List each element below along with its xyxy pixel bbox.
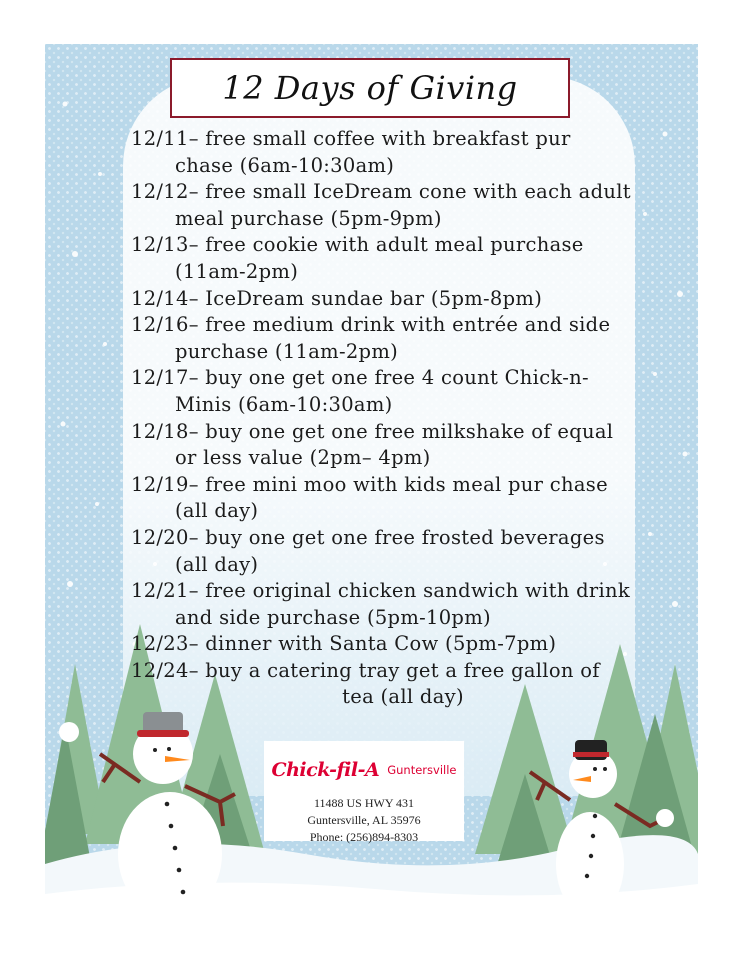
entry-date: 12/17 (131, 366, 189, 390)
entry-date: 12/21 (131, 579, 189, 603)
list-item: 12/13– free cookie with adult meal purchase (11am-2pm) (131, 233, 584, 283)
store-city: Guntersville, AL 35976 (307, 813, 421, 827)
store-logo-card (264, 741, 464, 844)
entry-text: free small IceDream cone with each adult meal purchase (5pm-9pm) (175, 180, 631, 230)
entry-text: free small coffee with breakfast pur chase (6am-10:30am) (175, 127, 571, 177)
store-address: 11488 US HWY 431 (313, 796, 415, 810)
entry-date: 12/16 (131, 313, 189, 337)
list-item: 12/16– free medium drink with entrée and side purchase (11am-2pm) (131, 313, 611, 363)
list-item: 12/12– free small IceDream cone with each adult meal purchase (5pm-9pm) (131, 180, 631, 230)
list-item: 12/18– buy one get one free milkshake of equal or less value (2pm– 4pm) (131, 419, 614, 470)
list-item: 12/19– free mini moo with kids meal pur chase (all day) (131, 472, 608, 523)
entry-text: buy one get one free 4 count Chick-n-Minis (6am-10:30am) (175, 366, 589, 416)
entry-date: 12/20 (131, 525, 189, 549)
list-item: 12/11– free small coffee with breakfast pur chase (6am-10:30am) (131, 127, 571, 177)
entry-text: IceDream sundae bar (5pm-8pm) (205, 286, 543, 310)
giving-list (131, 126, 631, 711)
entry-date: 12/14 (131, 286, 189, 310)
entry-text: free medium drink with entrée and side purchase (11am-2pm) (175, 313, 611, 363)
entry-text: free cookie with adult meal purchase (11am-2pm) (175, 233, 584, 283)
entry-date: 12/24 (131, 658, 189, 682)
entry-date: 12/12 (131, 180, 189, 204)
title-box (170, 58, 570, 118)
entry-date: 12/23 (131, 632, 189, 656)
entry-date: 12/13 (131, 233, 189, 257)
list-item: 12/24– buy a catering tray get a free gallon of tea (all day) (131, 658, 631, 711)
entry-text: buy a catering tray get a free gallon of (205, 658, 600, 682)
entry-text: free mini moo with kids meal pur chase (all day) (175, 472, 608, 523)
entry-text: buy one get one free milkshake of equal or less value (2pm– 4pm) (175, 419, 614, 470)
entry-date: 12/18 (131, 419, 189, 443)
list-item: 12/17– buy one get one free 4 count Chick-n-Minis (6am-10:30am) (131, 366, 589, 416)
page-title: 12 Days of Giving (222, 69, 518, 107)
list-item: 12/14– IceDream sundae bar (5pm-8pm) (131, 286, 543, 310)
entry-continuation: tea (all day) (342, 685, 464, 709)
entry-date: 12/11 (131, 127, 189, 150)
brand-row (264, 757, 464, 783)
store-name: Guntersville (387, 763, 457, 777)
list-item: 12/21– free original chicken sandwich with drink and side purchase (5pm-10pm) (131, 579, 630, 629)
list-item: 12/23– dinner with Santa Cow (5pm-7pm) (131, 632, 557, 656)
store-phone: Phone: (256)894-8303 (309, 830, 419, 844)
entry-text: buy one get one free frosted beverages (all day) (175, 525, 605, 576)
list-item: 12/20– buy one get one free frosted beverages (all day) (131, 525, 605, 576)
chick-fil-a-logo: Chick-fil-A (271, 759, 380, 781)
entry-text: free original chicken sandwich with drink and side purchase (5pm-10pm) (175, 579, 630, 629)
entry-text: dinner with Santa Cow (5pm-7pm) (205, 632, 557, 656)
entry-date: 12/19 (131, 472, 189, 496)
